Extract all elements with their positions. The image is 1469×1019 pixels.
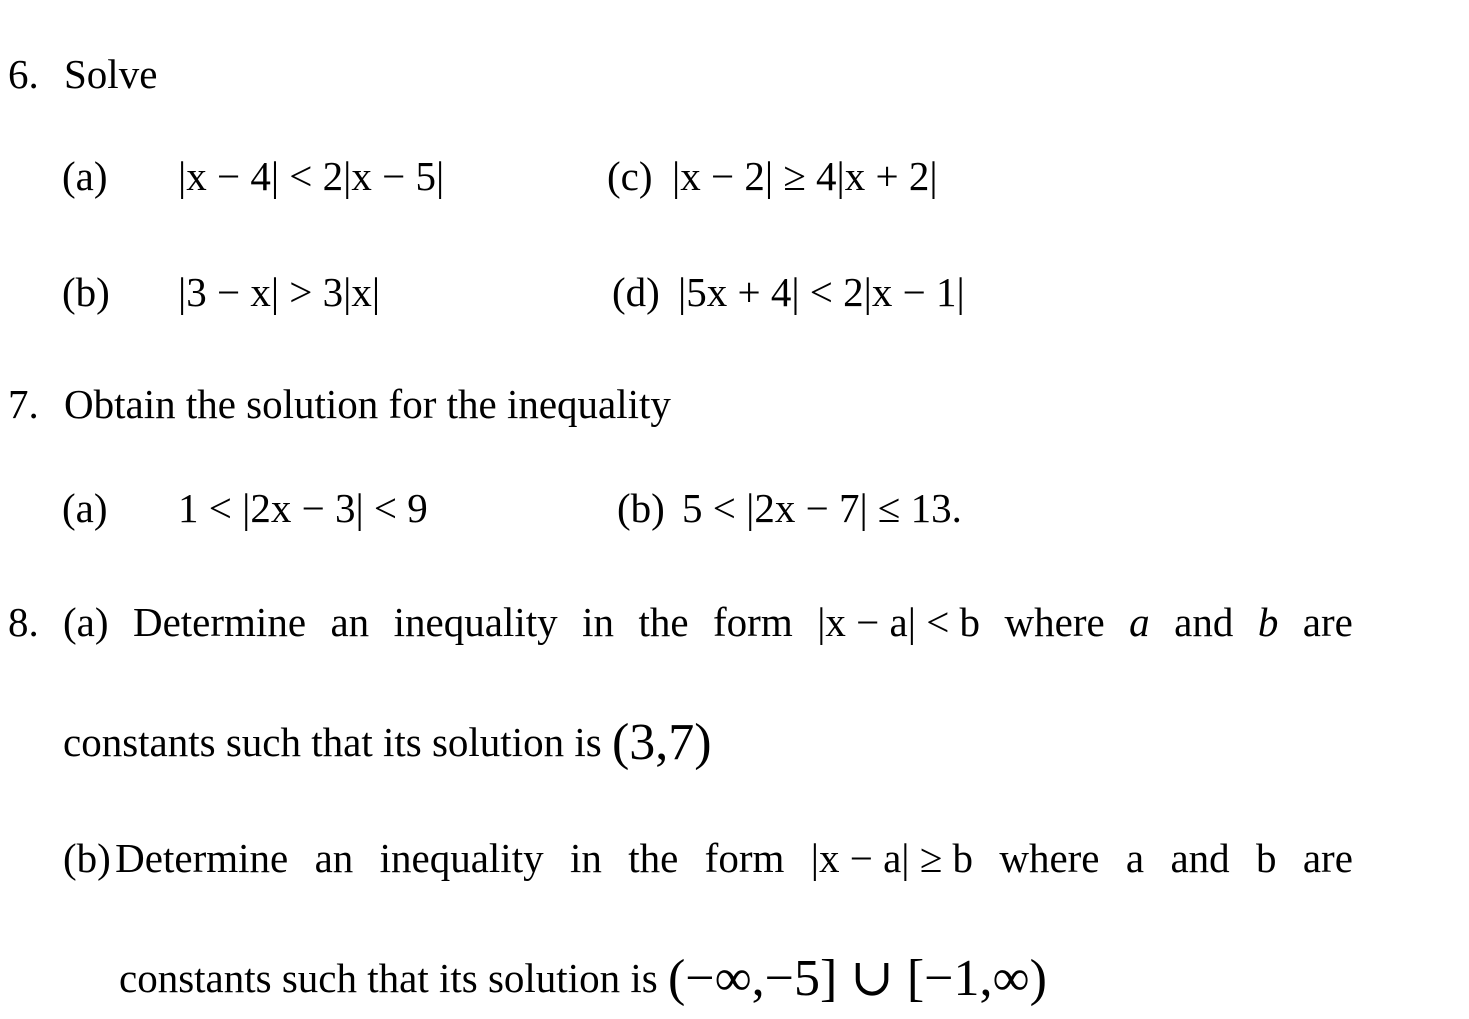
q6a-expression: |x − 4| < 2|x − 5| xyxy=(178,153,445,199)
q6b-label: (b) xyxy=(62,269,110,315)
q8a-line2 xyxy=(63,714,712,771)
q7-number: 7. xyxy=(8,381,39,427)
q6c-label: (c) xyxy=(607,153,653,199)
q6-title: Solve xyxy=(64,51,158,97)
q8a-variable-a: a xyxy=(1129,599,1150,645)
q6d-label: (d) xyxy=(612,269,660,315)
q8b-line1 xyxy=(63,834,1353,882)
q8b-word: where xyxy=(999,835,1100,881)
q8a-word: Determine xyxy=(132,599,307,645)
q8b-word: an xyxy=(314,835,354,881)
q8b-word: are xyxy=(1302,835,1353,881)
q8b-label: (b) xyxy=(63,835,111,881)
q8a-line2-text: constants such that its solution is xyxy=(63,719,602,765)
q8b-word: the xyxy=(628,835,679,881)
q8a-word: an xyxy=(330,599,370,645)
q8b-line2-text: constants such that its solution is xyxy=(119,955,658,1001)
q6-heading xyxy=(8,50,158,98)
q8a-label: (a) xyxy=(63,599,109,645)
q8b-word: and xyxy=(1170,835,1230,881)
q8b-word: in xyxy=(569,835,602,881)
q8a-line1 xyxy=(63,598,1353,646)
q8a-word: in xyxy=(582,599,614,645)
q8a-word: where xyxy=(1004,599,1105,645)
q7b-expression: 5 < |2x − 7| ≤ 13. xyxy=(682,485,962,531)
q8a-variable-b: b xyxy=(1257,599,1279,645)
q8b-form-expression: |x − a| ≥ b xyxy=(810,835,973,881)
q8a-word: the xyxy=(638,599,689,645)
q7a-expression: 1 < |2x − 3| < 9 xyxy=(178,485,428,531)
q7-title: Obtain the solution for the inequality xyxy=(64,381,671,427)
q8b-word: Determine xyxy=(115,835,289,881)
q8b-variable-b: b xyxy=(1256,835,1277,881)
q6a-label: (a) xyxy=(62,153,108,199)
q6-number: 6. xyxy=(8,51,39,97)
q6d-expression: |5x + 4| < 2|x − 1| xyxy=(678,269,965,315)
q8b-word: inequality xyxy=(379,835,544,881)
q8-number: 8. xyxy=(8,599,39,645)
q7b-label: (b) xyxy=(617,485,665,531)
q7-heading xyxy=(8,380,671,428)
q8b-solution: (−∞,−5] ∪ [−1,∞) xyxy=(667,950,1047,1007)
q8b-word: form xyxy=(704,835,785,881)
q8a-solution: (3,7) xyxy=(611,714,712,771)
q8b-variable-a: a xyxy=(1125,835,1145,881)
q6b-expression: |3 − x| > 3|x| xyxy=(178,269,381,315)
q7a-label: (a) xyxy=(62,485,108,531)
q8a-word: inequality xyxy=(393,599,558,645)
q8a-word: form xyxy=(713,599,793,645)
q8b-line2 xyxy=(119,950,1047,1007)
q8a-form-expression: |x − a| < b xyxy=(817,599,981,645)
q8a-word: and xyxy=(1174,599,1234,645)
q8a-word: are xyxy=(1302,599,1353,645)
q6c-expression: |x − 2| ≥ 4|x + 2| xyxy=(672,153,938,199)
